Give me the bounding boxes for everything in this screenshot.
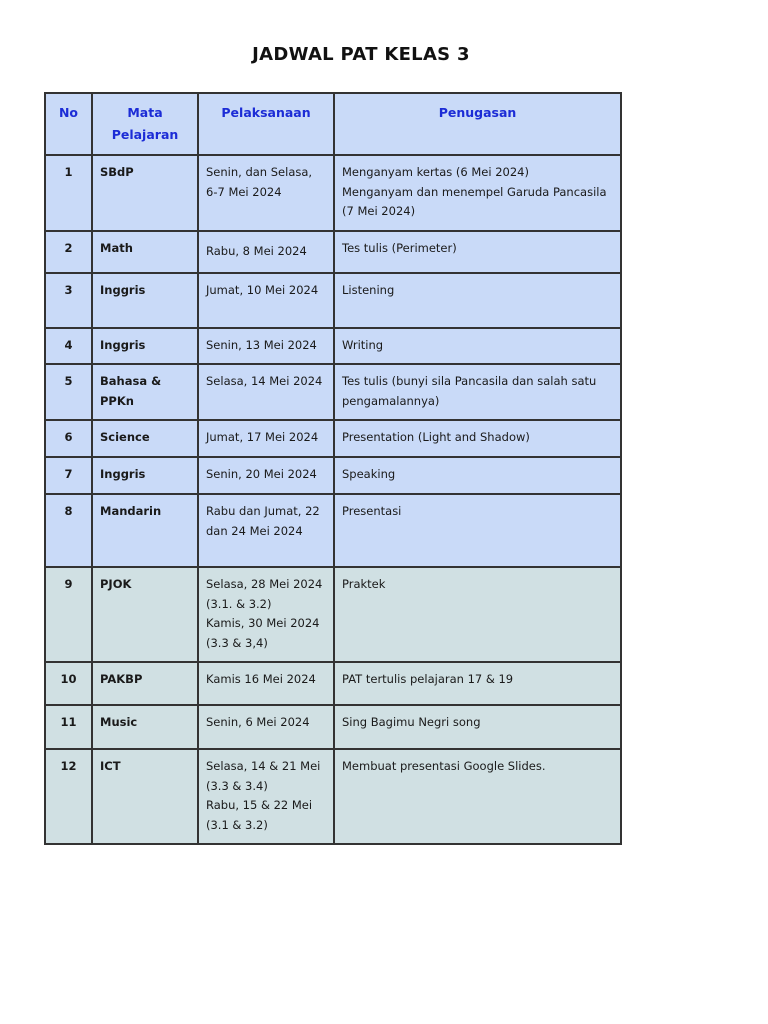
cell-no: 7 xyxy=(45,457,92,494)
cell-pelaksanaan xyxy=(198,494,334,567)
penugasan-line: Speaking xyxy=(342,467,396,481)
cell-subject: Inggris xyxy=(92,328,198,365)
cell-no: 8 xyxy=(45,494,92,567)
table-row xyxy=(45,273,621,328)
penugasan-line: Tes tulis (Perimeter) xyxy=(342,240,457,255)
cell-no: 3 xyxy=(45,273,92,328)
table-row xyxy=(45,155,621,231)
cell-subject: Science xyxy=(92,420,198,457)
pelaksanaan-line: Senin, dan Selasa, 6-7 Mei 2024 xyxy=(206,165,313,199)
table-row xyxy=(45,364,621,420)
table-row xyxy=(45,749,621,844)
table-row xyxy=(45,662,621,705)
cell-subject: SBdP xyxy=(92,155,198,231)
cell-pelaksanaan xyxy=(198,364,334,420)
cell-no: 12 xyxy=(45,749,92,844)
cell-penugasan xyxy=(334,457,621,494)
cell-pelaksanaan xyxy=(198,567,334,662)
penugasan-line: Sing Bagimu Negri song xyxy=(342,715,481,729)
cell-penugasan xyxy=(334,273,621,328)
cell-no: 5 xyxy=(45,364,92,420)
penugasan-line: Menganyam dan menempel Garuda Pancasila (7 Mei 2024) xyxy=(342,184,607,218)
cell-subject: Bahasa & PPKn xyxy=(92,364,198,420)
cell-subject: ICT xyxy=(92,749,198,844)
cell-penugasan xyxy=(334,328,621,365)
pelaksanaan-line: Selasa, 14 Mei 2024 xyxy=(206,374,323,388)
schedule-table xyxy=(44,92,622,845)
cell-penugasan xyxy=(334,231,621,273)
cell-penugasan xyxy=(334,364,621,420)
cell-pelaksanaan xyxy=(198,273,334,328)
cell-pelaksanaan xyxy=(198,705,334,749)
table-row xyxy=(45,567,621,662)
table-row xyxy=(45,705,621,749)
pelaksanaan-line: Senin, 6 Mei 2024 xyxy=(206,715,310,729)
pelaksanaan-line: Kamis 16 Mei 2024 xyxy=(206,672,316,686)
pelaksanaan-line: Rabu, 8 Mei 2024 xyxy=(206,243,307,258)
penugasan-line: Menganyam kertas (6 Mei 2024) xyxy=(342,165,529,179)
page-title: JADWAL PAT KELAS 3 xyxy=(252,44,470,65)
cell-no: 6 xyxy=(45,420,92,457)
table-header xyxy=(45,93,621,155)
cell-pelaksanaan xyxy=(198,749,334,844)
cell-penugasan xyxy=(334,494,621,567)
table-row xyxy=(45,494,621,567)
cell-subject: PAKBP xyxy=(92,662,198,705)
table-row xyxy=(45,420,621,457)
pelaksanaan-line: Kamis, 30 Mei 2024 (3.3 & 3,4) xyxy=(206,616,320,650)
pelaksanaan-line: Rabu, 15 & 22 Mei (3.1 & 3.2) xyxy=(206,798,313,832)
cell-subject: Inggris xyxy=(92,457,198,494)
table-row xyxy=(45,328,621,365)
penugasan-line: Writing xyxy=(342,337,384,352)
header-row xyxy=(45,93,621,155)
table-body xyxy=(45,155,621,844)
cell-pelaksanaan xyxy=(198,231,334,273)
cell-subject: Inggris xyxy=(92,273,198,328)
pelaksanaan-line: Rabu dan Jumat, 22 dan 24 Mei 2024 xyxy=(206,504,320,538)
header-no: No xyxy=(45,93,92,155)
cell-no: 4 xyxy=(45,328,92,365)
penugasan-line: Tes tulis (bunyi sila Pancasila dan salah satu pengamalannya) xyxy=(342,374,597,408)
penugasan-line: PAT tertulis pelajaran 17 & 19 xyxy=(342,672,514,686)
cell-subject: Mandarin xyxy=(92,494,198,567)
cell-no: 1 xyxy=(45,155,92,231)
penugasan-line: Praktek xyxy=(342,577,386,591)
pelaksanaan-line: Jumat, 10 Mei 2024 xyxy=(206,282,319,297)
cell-no: 2 xyxy=(45,231,92,273)
header-penugasan: Penugasan xyxy=(334,93,621,155)
penugasan-line: Listening xyxy=(342,282,395,297)
penugasan-line: Membuat presentasi Google Slides. xyxy=(342,759,546,773)
cell-pelaksanaan xyxy=(198,420,334,457)
penugasan-line: Presentasi xyxy=(342,504,402,518)
penugasan-line: Presentation (Light and Shadow) xyxy=(342,430,530,444)
table-row xyxy=(45,457,621,494)
cell-no: 9 xyxy=(45,567,92,662)
cell-penugasan xyxy=(334,420,621,457)
cell-pelaksanaan xyxy=(198,457,334,494)
cell-penugasan xyxy=(334,567,621,662)
pelaksanaan-line: Selasa, 28 Mei 2024 (3.1. & 3.2) xyxy=(206,577,323,611)
cell-pelaksanaan xyxy=(198,662,334,705)
cell-subject: PJOK xyxy=(92,567,198,662)
pelaksanaan-line: Senin, 13 Mei 2024 xyxy=(206,337,317,352)
pelaksanaan-line: Selasa, 14 & 21 Mei (3.3 & 3.4) xyxy=(206,759,321,793)
pelaksanaan-line: Senin, 20 Mei 2024 xyxy=(206,467,317,481)
cell-pelaksanaan xyxy=(198,328,334,365)
pelaksanaan-line: Jumat, 17 Mei 2024 xyxy=(206,430,319,444)
header-pelaksanaan: Pelaksanaan xyxy=(198,93,334,155)
cell-subject: Math xyxy=(92,231,198,273)
cell-pelaksanaan xyxy=(198,155,334,231)
cell-penugasan xyxy=(334,705,621,749)
cell-no: 10 xyxy=(45,662,92,705)
cell-subject: Music xyxy=(92,705,198,749)
cell-penugasan xyxy=(334,155,621,231)
cell-penugasan xyxy=(334,749,621,844)
cell-no: 11 xyxy=(45,705,92,749)
cell-penugasan xyxy=(334,662,621,705)
header-mata-pelajaran: Mata Pelajaran xyxy=(92,93,198,155)
table-row xyxy=(45,231,621,273)
